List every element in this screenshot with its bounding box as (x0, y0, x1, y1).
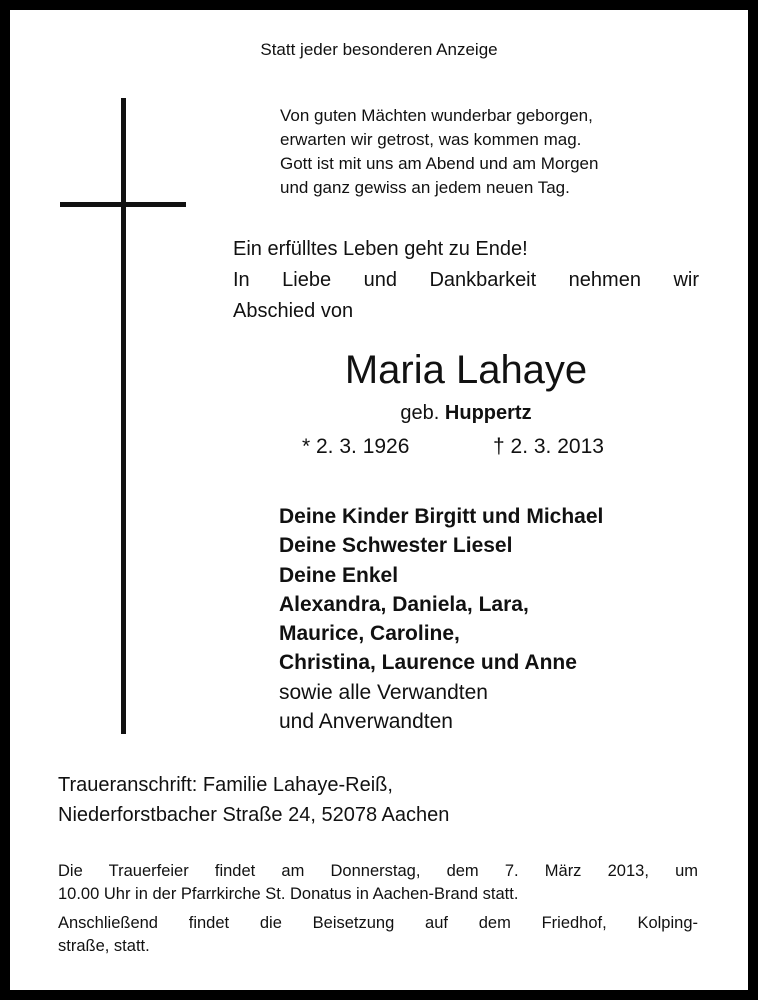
poem-line: Gott ist mit uns am Abend und am Morgen (280, 154, 599, 173)
poem-line: erwarten wir getrost, was kommen mag. (280, 130, 582, 149)
cross-icon (121, 98, 126, 734)
birth-date: * 2. 3. 1926 (302, 435, 410, 458)
deceased-name: Maria Lahaye (344, 348, 588, 392)
mourner-line: Deine Enkel (279, 563, 399, 587)
maiden-prefix: geb. (400, 402, 440, 424)
mourner-line: sowie alle Verwandten (279, 680, 488, 704)
cross-icon-crossbar (60, 202, 186, 207)
intro-text (233, 234, 699, 327)
intro-line-3: Abschied von (233, 300, 354, 322)
poem-line: und ganz gewiss an jedem neuen Tag. (280, 178, 570, 197)
address-line-1: Traueranschrift: Familie Lahaye-Reiß, (58, 774, 393, 796)
mourner-line: und Anverwandten (279, 710, 453, 734)
notice-header: Statt jeder besonderen Anzeige (260, 40, 498, 59)
address-line-2: Niederforstbacher Straße 24, 52078 Aachen (58, 804, 450, 826)
mourners-list (279, 502, 603, 736)
poem-line: Von guten Mächten wunderbar geborgen, (280, 106, 593, 125)
maiden-surname: Huppertz (444, 402, 532, 424)
maiden-name (233, 402, 699, 425)
burial-line: straße, statt. (58, 937, 150, 955)
ceremony-info (58, 860, 698, 958)
intro-line-2: In Liebe und Dankbarkeit nehmen wir (233, 269, 699, 291)
mourner-line: Maurice, Caroline, (279, 622, 460, 646)
mourner-line: Deine Kinder Birgitt und Michael (279, 505, 604, 528)
ceremony-paragraph (58, 860, 698, 906)
mourning-address (58, 770, 449, 830)
burial-line: Anschließend findet die Beisetzung auf dem Friedhof, Kolping- (58, 914, 698, 932)
ceremony-line: 10.00 Uhr in der Pfarrkirche St. Donatus in Aachen-Brand statt. (58, 885, 519, 903)
mourner-line: Deine Schwester Liesel (279, 534, 513, 558)
mourner-line: Christina, Laurence und Anne (279, 651, 577, 675)
ceremony-line: Die Trauerfeier findet am Donnerstag, dem 7. März 2013, um (58, 862, 698, 880)
obituary-notice (10, 10, 748, 990)
intro-line-1: Ein erfülltes Leben geht zu Ende! (233, 238, 528, 260)
death-date: † 2. 3. 2013 (493, 435, 604, 458)
burial-paragraph (58, 912, 698, 958)
mourner-line: Alexandra, Daniela, Lara, (279, 592, 529, 616)
poem (280, 104, 598, 200)
